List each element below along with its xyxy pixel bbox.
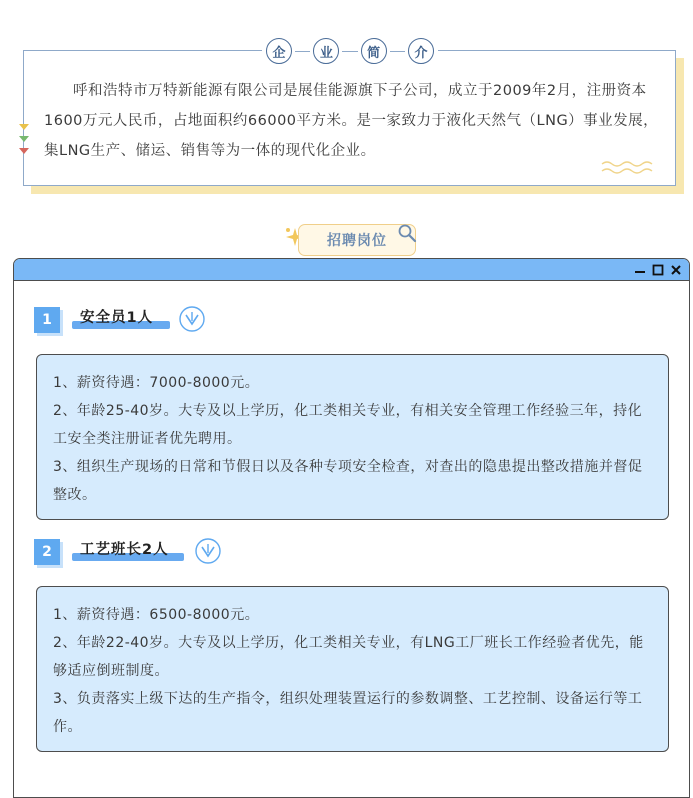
detail-line: 2、年龄25-40岁。大专及以上学历，化工类相关专业，有相关安全管理工作经验三年，持化工安全类注册证者优先聘用。 [53, 403, 643, 447]
maximize-icon [652, 264, 664, 276]
chevron-down-icon[interactable] [194, 537, 222, 565]
job-list-window [13, 258, 690, 798]
detail-line: 2、年龄22-40岁。大专及以上学历，化工类相关专业，有LNG工厂班长工作经验者优先，能够适应倒班制度。 [53, 635, 644, 679]
window-titlebar [14, 259, 689, 281]
intro-title-char: 介 [408, 38, 434, 64]
intro-text: 呼和浩特市万特新能源有限公司是展佳能源旗下子公司，成立于2009年2月，注册资本1600万元人民币，占地面积约66000平方米。是一家致力于液化天然气（LNG）事业发展，集LNG生产、储运、销售等为一体的现代化企业。 [44, 83, 659, 159]
close-button[interactable] [669, 263, 683, 277]
yellow-marker-icon [19, 124, 29, 130]
red-marker-icon [19, 148, 29, 154]
detail-line: 1、薪资待遇：6500-8000元。 [53, 607, 260, 623]
position-header [34, 307, 234, 339]
position-title: 工艺班长2人 [80, 542, 169, 558]
recruit-badge-label: 招聘岗位 [327, 233, 387, 249]
magnifier-icon [396, 222, 418, 244]
intro-title-char: 企 [266, 38, 292, 64]
position-number: 2 [34, 539, 60, 565]
maximize-button[interactable] [651, 263, 665, 277]
intro-title-line [342, 51, 357, 52]
close-icon [670, 264, 682, 276]
intro-title [262, 36, 438, 66]
detail-line: 1、薪资待遇：7000-8000元。 [53, 375, 260, 391]
position-title: 安全员1人 [80, 310, 154, 326]
intro-title-line [295, 51, 310, 52]
minimize-icon [634, 264, 646, 276]
position-details-card [36, 354, 669, 520]
detail-line: 3、组织生产现场的日常和节假日以及各种专项安全检查，对查出的隐患提出整改措施并督促整改。 [53, 459, 643, 503]
detail-line: 3、负责落实上级下达的生产指令，组织处理装置运行的参数调整、工艺控制、设备运行等工作。 [53, 691, 643, 735]
intro-title-char: 简 [361, 38, 387, 64]
intro-title-line [390, 51, 405, 52]
position-header [34, 539, 254, 571]
minimize-button[interactable] [633, 263, 647, 277]
chevron-down-icon[interactable] [178, 305, 206, 333]
wave-decoration-icon [600, 158, 660, 178]
position-details-card [36, 586, 669, 752]
green-marker-icon [19, 136, 29, 142]
position-number: 1 [34, 307, 60, 333]
intro-title-char: 业 [313, 38, 339, 64]
